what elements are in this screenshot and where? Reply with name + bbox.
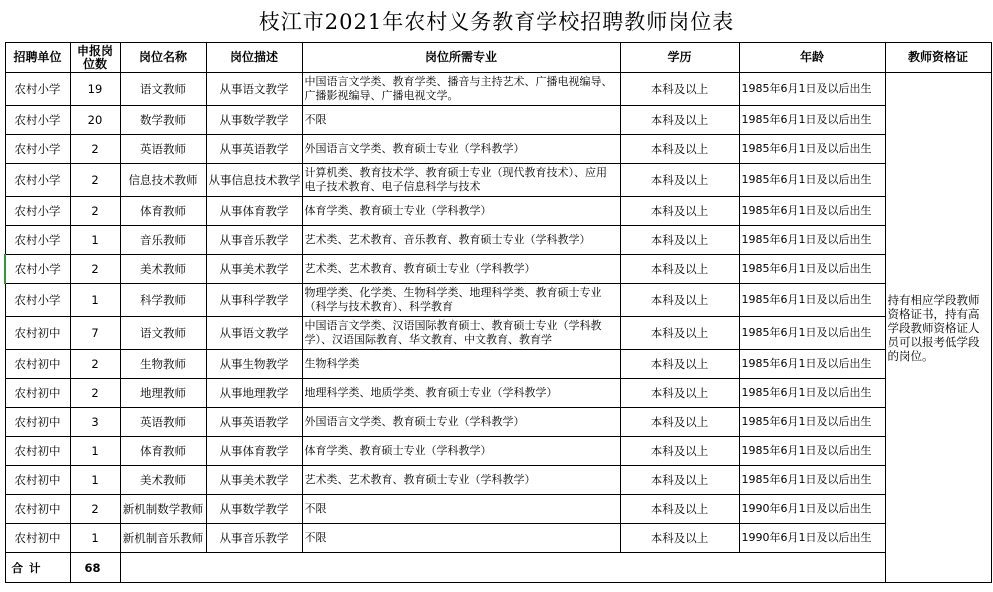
cell-position[interactable]: 语文教师 [120,73,206,106]
table-row [5,495,991,524]
cell-description[interactable]: 从事生物教学 [206,350,302,379]
header-education[interactable]: 学历 [620,43,739,73]
table-row [5,73,991,106]
cell-age[interactable]: 1985年6月1日及以后出生 [739,408,885,437]
cell-position[interactable]: 语文教师 [120,317,206,350]
cell-age[interactable]: 1985年6月1日及以后出生 [739,197,885,226]
cell-count[interactable]: 2 [70,379,120,408]
table-row [5,135,991,164]
table-row [5,524,991,553]
table-row [5,379,991,408]
certificate-note[interactable]: 持有相应学段教师资格证书，持有高学段教师资格证人员可以报考低学段的岗位。 [885,73,991,583]
cell-count[interactable]: 20 [70,106,120,135]
cell-description[interactable]: 从事语文教学 [206,73,302,106]
cell-education[interactable]: 本科及以上 [620,197,739,226]
cell-age[interactable]: 1985年6月1日及以后出生 [739,135,885,164]
cell-majors[interactable]: 外国语言文学类、教育硕士专业（学科教学） [302,135,620,164]
cell-position[interactable]: 英语教师 [120,135,206,164]
table-row [5,350,991,379]
cell-description[interactable]: 从事信息技术教学 [206,164,302,197]
cell-description[interactable]: 从事美术教学 [206,255,302,284]
cell-count[interactable]: 19 [70,73,120,106]
cell-education[interactable]: 本科及以上 [620,350,739,379]
cell-count[interactable]: 1 [70,284,120,317]
cell-description[interactable]: 从事语文教学 [206,317,302,350]
header-description[interactable]: 岗位描述 [206,43,302,73]
cell-majors[interactable]: 中国语言文学类、汉语国际教育硕士、教育硕士专业（学科教学）、汉语国际教育、华文教育、中文教育、教育学 [302,317,620,350]
cell-position[interactable]: 美术教师 [120,255,206,284]
header-row [5,43,991,73]
cell-position[interactable]: 数学教师 [120,106,206,135]
cell-age[interactable]: 1990年6月1日及以后出生 [739,495,885,524]
cell-unit[interactable]: 农村初中 [5,495,70,524]
table-row [5,466,991,495]
cell-majors[interactable]: 物理学类、化学类、生物科学类、地理科学类、教育硕士专业（科学与技术教育）、科学教育 [302,284,620,317]
total-empty[interactable] [120,553,885,583]
cell-description[interactable]: 从事数学教学 [206,495,302,524]
table-row [5,408,991,437]
cell-majors[interactable]: 不限 [302,495,620,524]
header-unit[interactable]: 招聘单位 [5,43,70,73]
cell-age[interactable]: 1985年6月1日及以后出生 [739,317,885,350]
cell-age[interactable]: 1985年6月1日及以后出生 [739,350,885,379]
table-row [5,226,991,255]
cell-count[interactable]: 1 [70,437,120,466]
cell-description[interactable]: 从事音乐教学 [206,524,302,553]
cell-education[interactable]: 本科及以上 [620,408,739,437]
cell-count[interactable]: 2 [70,350,120,379]
header-age[interactable]: 年龄 [739,43,885,73]
cell-count[interactable]: 1 [70,524,120,553]
cell-majors[interactable]: 艺术类、艺术教育、教育硕士专业（学科教学） [302,466,620,495]
cell-count[interactable]: 2 [70,255,120,284]
cell-age[interactable]: 1985年6月1日及以后出生 [739,379,885,408]
cell-description[interactable]: 从事英语教学 [206,408,302,437]
cell-education[interactable]: 本科及以上 [620,106,739,135]
table-row [5,317,991,350]
cell-description[interactable]: 从事体育教学 [206,437,302,466]
cell-unit[interactable]: 农村初中 [5,437,70,466]
cell-position[interactable]: 英语教师 [120,408,206,437]
cell-position[interactable]: 体育教师 [120,197,206,226]
table-row [5,437,991,466]
cell-count[interactable]: 1 [70,466,120,495]
cell-majors[interactable]: 不限 [302,524,620,553]
cell-majors[interactable]: 体育学类、教育硕士专业（学科教学） [302,437,620,466]
total-row [5,553,991,583]
cell-count[interactable]: 2 [70,495,120,524]
cell-count[interactable]: 1 [70,226,120,255]
cell-description[interactable]: 从事英语教学 [206,135,302,164]
cell-unit[interactable]: 农村小学 [5,73,70,106]
cell-description[interactable]: 从事数学教学 [206,106,302,135]
cell-age[interactable]: 1985年6月1日及以后出生 [739,284,885,317]
cell-education[interactable]: 本科及以上 [620,226,739,255]
cell-description[interactable]: 从事地理教学 [206,379,302,408]
cell-unit[interactable]: 农村小学 [5,135,70,164]
header-count[interactable]: 申报岗位数 [70,43,120,73]
cell-description[interactable]: 从事体育教学 [206,197,302,226]
cell-description[interactable]: 从事音乐教学 [206,226,302,255]
cell-position[interactable]: 科学教师 [120,284,206,317]
cell-unit[interactable]: 农村小学 [5,284,70,317]
cell-description[interactable]: 从事科学教学 [206,284,302,317]
cell-education[interactable]: 本科及以上 [620,379,739,408]
total-label[interactable]: 合计 [5,553,70,583]
cell-unit[interactable]: 农村初中 [5,317,70,350]
cell-position[interactable]: 信息技术教师 [120,164,206,197]
cell-majors[interactable]: 艺术类、艺术教育、教育硕士专业（学科教学） [302,255,620,284]
cell-majors[interactable]: 生物科学类 [302,350,620,379]
cell-unit[interactable]: 农村初中 [5,408,70,437]
cell-position[interactable]: 音乐教师 [120,226,206,255]
cell-age[interactable]: 1985年6月1日及以后出生 [739,255,885,284]
cell-unit[interactable]: 农村小学 [5,197,70,226]
cell-age[interactable]: 1985年6月1日及以后出生 [739,466,885,495]
cell-position[interactable]: 新机制数学教师 [120,495,206,524]
page-title: 枝江市2021年农村义务教育学校招聘教师岗位表 [258,10,735,34]
cell-unit[interactable]: 农村小学 [5,226,70,255]
table-row [5,164,991,197]
cell-count[interactable]: 2 [70,135,120,164]
cell-position[interactable]: 新机制音乐教师 [120,524,206,553]
cell-count[interactable]: 7 [70,317,120,350]
cell-description[interactable]: 从事美术教学 [206,466,302,495]
cell-majors[interactable]: 地理科学类、地质学类、教育硕士专业（学科教学） [302,379,620,408]
cell-majors[interactable]: 艺术类、艺术教育、音乐教育、教育硕士专业（学科教学） [302,226,620,255]
cell-education[interactable]: 本科及以上 [620,164,739,197]
cell-majors[interactable]: 不限 [302,106,620,135]
cell-position[interactable]: 体育教师 [120,437,206,466]
table-row [5,284,991,317]
cell-education[interactable]: 本科及以上 [620,466,739,495]
cell-age[interactable]: 1985年6月1日及以后出生 [739,73,885,106]
cell-unit[interactable]: 农村初中 [5,524,70,553]
cell-position[interactable]: 美术教师 [120,466,206,495]
cell-education[interactable]: 本科及以上 [620,284,739,317]
cell-unit[interactable]: 农村小学 [5,255,70,284]
cell-count[interactable]: 2 [70,164,120,197]
cell-unit[interactable]: 农村初中 [5,379,70,408]
header-position[interactable]: 岗位名称 [120,43,206,73]
cell-education[interactable]: 本科及以上 [620,437,739,466]
cell-education[interactable]: 本科及以上 [620,135,739,164]
cell-education[interactable]: 本科及以上 [620,317,739,350]
positions-table [4,42,992,583]
table-row [5,197,991,226]
total-count[interactable]: 68 [70,553,120,583]
table-row [5,255,991,284]
cell-unit[interactable]: 农村小学 [5,106,70,135]
cell-education[interactable]: 本科及以上 [620,255,739,284]
cell-count[interactable]: 3 [70,408,120,437]
cell-position[interactable]: 生物教师 [120,350,206,379]
cell-majors[interactable]: 体育学类、教育硕士专业（学科教学） [302,197,620,226]
cell-education[interactable]: 本科及以上 [620,73,739,106]
cell-majors[interactable]: 外国语言文学类、教育硕士专业（学科教学） [302,408,620,437]
cell-age[interactable]: 1985年6月1日及以后出生 [739,226,885,255]
cell-unit[interactable]: 农村小学 [5,164,70,197]
cell-position[interactable]: 地理教师 [120,379,206,408]
cell-age[interactable]: 1985年6月1日及以后出生 [739,437,885,466]
cell-age[interactable]: 1985年6月1日及以后出生 [739,106,885,135]
cell-education[interactable]: 本科及以上 [620,495,739,524]
header-certificate[interactable]: 教师资格证 [885,43,991,73]
table-row [5,106,991,135]
cell-age[interactable]: 1990年6月1日及以后出生 [739,524,885,553]
cell-education[interactable]: 本科及以上 [620,524,739,553]
cell-unit[interactable]: 农村初中 [5,350,70,379]
cell-majors[interactable]: 计算机类、教育技术学、教育硕士专业（现代教育技术）、应用电子技术教育、电子信息科学与技术 [302,164,620,197]
cell-count[interactable]: 2 [70,197,120,226]
cell-unit[interactable]: 农村初中 [5,466,70,495]
cell-age[interactable]: 1985年6月1日及以后出生 [739,164,885,197]
header-majors[interactable]: 岗位所需专业 [302,43,620,73]
cell-majors[interactable]: 中国语言文学类、教育学类、播音与主持艺术、广播电视编导、广播影视编导、广播电视文学。 [302,73,620,106]
